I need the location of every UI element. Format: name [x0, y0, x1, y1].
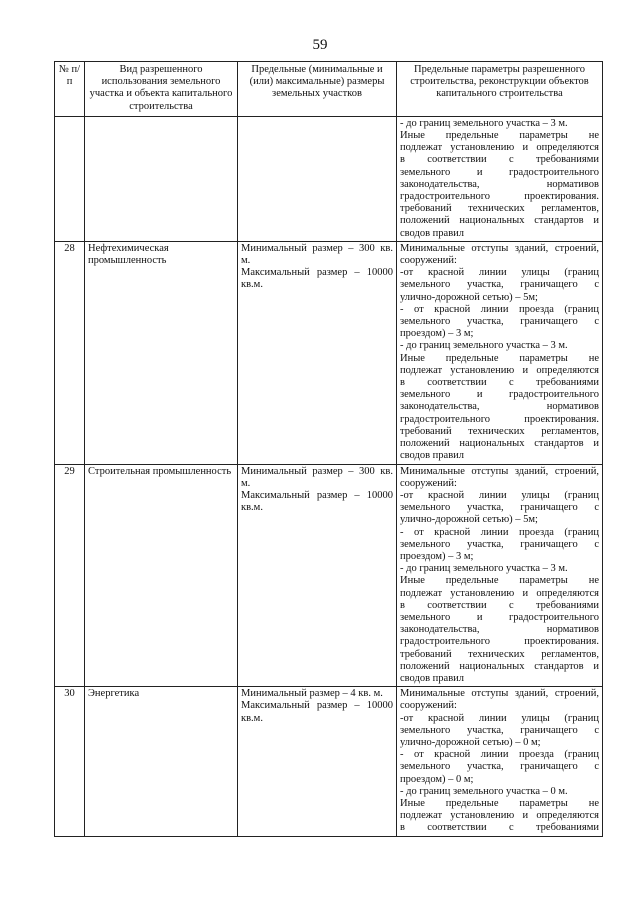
- row-number: 29: [55, 464, 85, 687]
- param-line: положений национальных стандартов и: [400, 438, 599, 450]
- param-line: проездом) – 0 м;: [400, 773, 474, 785]
- param-line: земельного участка, граничащего с: [400, 502, 599, 514]
- param-line: сооружений:: [400, 700, 457, 712]
- param-line: Минимальные отступы зданий, строений,: [400, 465, 599, 477]
- row-params: [397, 241, 603, 464]
- param-line: законодательства, нормативов: [400, 624, 599, 636]
- row-kind: Нефтехимическая промышленность: [85, 241, 238, 464]
- row-size: [238, 241, 397, 464]
- param-line: земельного участка, граничащего с: [400, 538, 599, 550]
- table-row: [55, 116, 603, 241]
- row-params: [397, 116, 603, 241]
- param-line: Минимальные отступы зданий, строений,: [400, 688, 599, 700]
- size-line: Максимальный размер – 10000 кв.м.: [241, 489, 393, 514]
- row-kind: Энергетика: [85, 687, 238, 836]
- page-number: 59: [312, 37, 328, 53]
- param-line: подлежат установлению и определяются: [400, 142, 599, 154]
- table-row: [55, 241, 603, 464]
- param-line: -от красной линии улицы (границ: [400, 489, 599, 501]
- header-size: Предельные (минимальные и (или) максимальные) размеры земельных участков: [238, 62, 397, 117]
- regulations-table: [54, 61, 603, 837]
- param-line: сооружений:: [400, 477, 457, 489]
- param-line: земельного участка, граничащего с: [400, 279, 599, 291]
- table-body: [55, 116, 603, 836]
- param-line: градостроительного проектирования.: [400, 636, 599, 648]
- table-row: [55, 464, 603, 687]
- param-line: - до границ земельного участка – 3 м.: [400, 563, 568, 575]
- param-line: -от красной линии улицы (границ: [400, 267, 599, 279]
- param-line: Иные предельные параметры не: [400, 130, 599, 142]
- param-line: требований технических регламентов,: [400, 203, 599, 215]
- param-line: земельного участка, граничащего с: [400, 761, 599, 773]
- param-line: - до границ земельного участка – 0 м.: [400, 785, 568, 797]
- param-line: земельного участка, граничащего с: [400, 316, 599, 328]
- size-line: Минимальный размер – 300 кв. м.: [241, 465, 393, 489]
- param-line: подлежат установлению и определяются: [400, 810, 599, 822]
- size-line: Минимальный размер – 300 кв. м.: [241, 242, 393, 267]
- row-size: [238, 464, 397, 687]
- row-params: [397, 687, 603, 836]
- param-line: законодательства, нормативов: [400, 178, 599, 190]
- param-line: проездом) – 3 м;: [400, 328, 474, 340]
- param-line: сводов правил: [400, 227, 465, 239]
- size-line: Максимальный размер – 10000 кв.м.: [241, 700, 393, 724]
- param-line: в соответствии с требованиями: [400, 822, 599, 834]
- param-line: Иные предельные параметры не: [400, 352, 599, 364]
- param-line: - от красной линии проезда (границ: [400, 749, 599, 761]
- param-line: подлежат установлению и определяются: [400, 364, 599, 376]
- row-size: [238, 116, 397, 241]
- param-line: сооружений:: [400, 255, 457, 267]
- param-line: улично-дорожной сетью) – 0 м;: [400, 736, 541, 748]
- param-line: положений национальных стандартов и: [400, 660, 599, 672]
- param-line: земельного и градостроительного: [400, 389, 599, 401]
- size-line: Минимальный размер – 4 кв. м.: [241, 688, 383, 700]
- param-line: Иные предельные параметры не: [400, 797, 599, 809]
- param-line: - до границ земельного участка – 3 м.: [400, 340, 568, 352]
- param-line: в соответствии с требованиями: [400, 377, 599, 389]
- row-params: [397, 464, 603, 687]
- param-line: в соответствии с требованиями: [400, 154, 599, 166]
- row-size: [238, 687, 397, 836]
- param-line: градостроительного проектирования.: [400, 191, 599, 203]
- row-number: [55, 116, 85, 241]
- param-line: земельного и градостроительного: [400, 166, 599, 178]
- param-line: улично-дорожной сетью) – 5м;: [400, 514, 538, 526]
- param-line: - до границ земельного участка – 3 м.: [400, 117, 568, 129]
- param-line: земельного участка, граничащего с: [400, 724, 599, 736]
- param-line: улично-дорожной сетью) – 5м;: [400, 291, 538, 303]
- param-line: -от красной линии улицы (границ: [400, 712, 599, 724]
- param-line: сводов правил: [400, 672, 465, 684]
- param-line: сводов правил: [400, 450, 465, 462]
- row-number: 28: [55, 241, 85, 464]
- header-number: № п/п: [55, 62, 85, 117]
- header-params: Предельные параметры разрешенного строительства, реконструкции объектов капитального строительства: [397, 62, 603, 117]
- param-line: - от красной линии проезда (границ: [400, 303, 599, 315]
- row-number: 30: [55, 687, 85, 836]
- param-line: требований технических регламентов,: [400, 648, 599, 660]
- param-line: законодательства, нормативов: [400, 401, 599, 413]
- header-kind: Вид разрешенного использования земельного участка и объекта капитального строительства: [85, 62, 238, 117]
- param-line: градостроительного проектирования.: [400, 413, 599, 425]
- param-line: проездом) – 3 м;: [400, 550, 474, 562]
- param-line: положений национальных стандартов и: [400, 215, 599, 227]
- param-line: в соответствии с требованиями: [400, 599, 599, 611]
- param-line: - от красной линии проезда (границ: [400, 526, 599, 538]
- table-row: [55, 687, 603, 836]
- param-line: подлежат установлению и определяются: [400, 587, 599, 599]
- param-line: Иные предельные параметры не: [400, 575, 599, 587]
- size-line: Максимальный размер – 10000 кв.м.: [241, 267, 393, 291]
- param-line: земельного и градостроительного: [400, 611, 599, 623]
- param-line: требований технических регламентов,: [400, 425, 599, 437]
- param-line: Минимальные отступы зданий, строений,: [400, 242, 599, 254]
- row-kind: [85, 116, 238, 241]
- row-kind: Строительная промышленность: [85, 464, 238, 687]
- table-header-row: [55, 62, 603, 117]
